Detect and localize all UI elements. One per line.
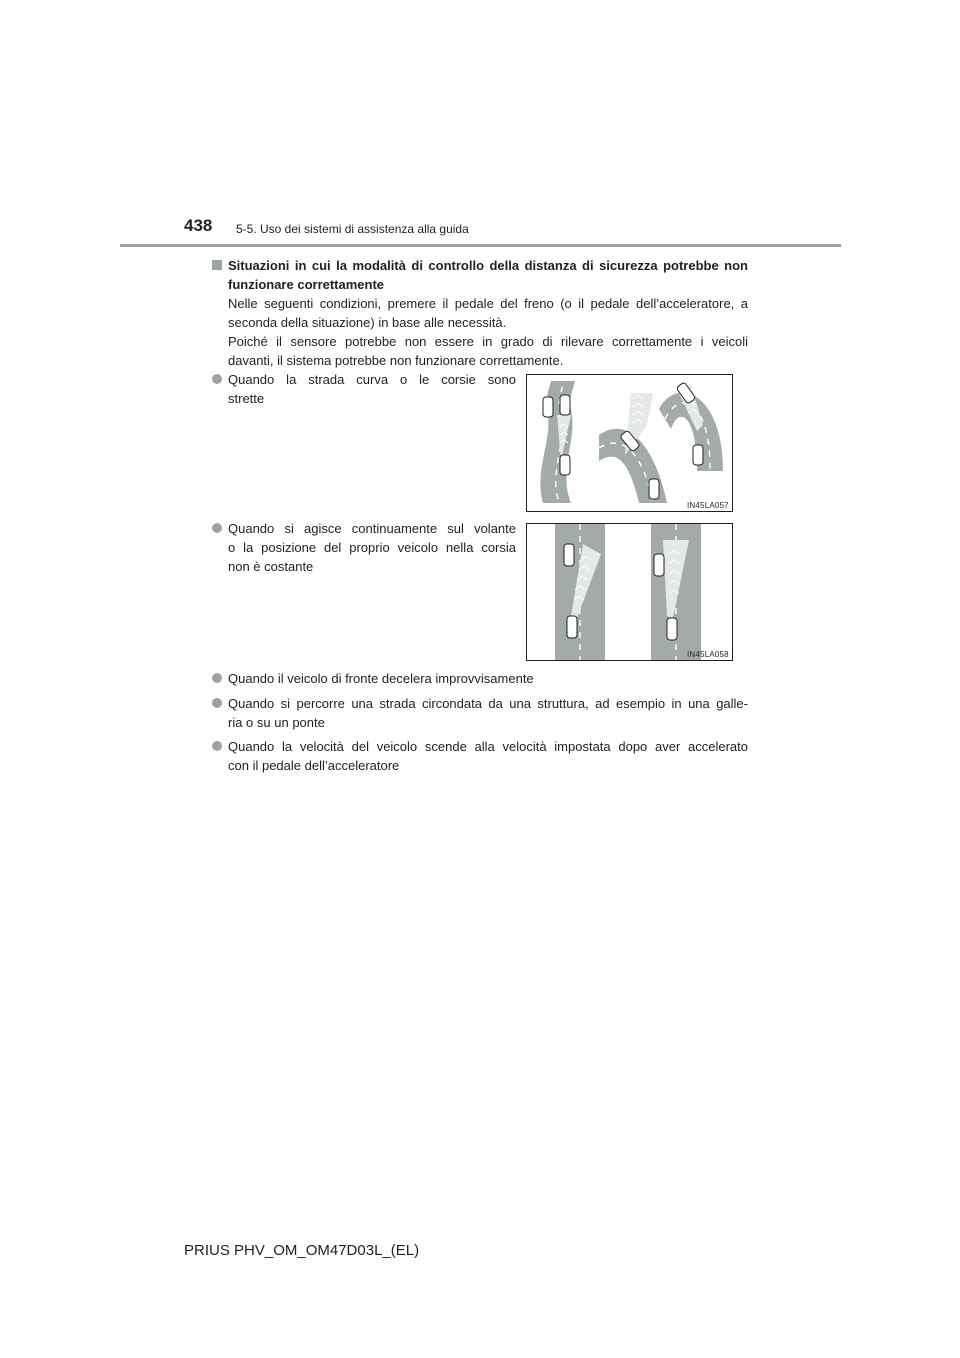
list-item	[212, 370, 516, 408]
list-item	[212, 694, 748, 732]
intro-line: Nelle seguenti condizioni, premere il pedale del freno (o il pedale dell’acceleratore, a	[228, 296, 748, 311]
list-item-line: Quando si percorre una strada circondata da una struttura, ad esempio in una galle-	[228, 696, 748, 711]
list-item-line: Quando la strada curva o le corsie sono	[228, 372, 516, 387]
figure-lane-position	[526, 523, 733, 661]
list-item-line: o la posizione del proprio veicolo nella corsia	[228, 540, 516, 555]
list-item	[212, 737, 748, 775]
bullet-dot-icon	[212, 374, 222, 384]
list-item-line: non è costante	[228, 559, 314, 574]
footer-document-code: PRIUS PHV_OM_OM47D03L_(EL)	[184, 1242, 420, 1259]
figure-code: IN45LA058	[687, 650, 729, 659]
bullet-dot-icon	[212, 698, 222, 708]
figure-curved-roads	[526, 374, 733, 512]
list-item-line: Quando la velocità del veicolo scende alla velocità impostata dopo aver accelerato	[228, 739, 748, 754]
curved-roads-illustration-icon	[527, 375, 732, 511]
list-item	[212, 519, 516, 576]
list-item-line: con il pedale dell’acceleratore	[228, 758, 400, 773]
intro-line: Poiché il sensore potrebbe non essere in grado di rilevare correttamente i veicoli	[228, 334, 748, 349]
section-title: 5-5. Uso dei sistemi di assistenza alla guida	[236, 222, 469, 236]
intro-line: davanti, il sistema potrebbe non funzionare correttamente.	[228, 353, 564, 368]
list-item	[212, 669, 748, 688]
intro-line: seconda della situazione) in base alle necessità.	[228, 315, 507, 330]
bullet-dot-icon	[212, 673, 222, 683]
bullet-dot-icon	[212, 523, 222, 533]
list-item-line: Quando il veicolo di fronte decelera improvvisamente	[228, 671, 534, 686]
figure-code: IN45LA057	[687, 501, 729, 510]
header-divider	[120, 244, 841, 247]
list-item-line: Quando si agisce continuamente sul volante	[228, 521, 516, 536]
page-number: 438	[184, 216, 213, 235]
section-heading	[212, 256, 748, 294]
square-bullet-icon	[212, 260, 222, 270]
intro-paragraph	[228, 294, 748, 370]
bullet-dot-icon	[212, 741, 222, 751]
list-item-line: ria o su un ponte	[228, 715, 325, 730]
lane-position-illustration-icon	[527, 524, 732, 660]
section-heading-text: Situazioni in cui la modalità di controllo della distanza di sicurezza potrebbe non funzionare correttamente	[228, 258, 748, 292]
list-item-line: strette	[228, 391, 265, 406]
